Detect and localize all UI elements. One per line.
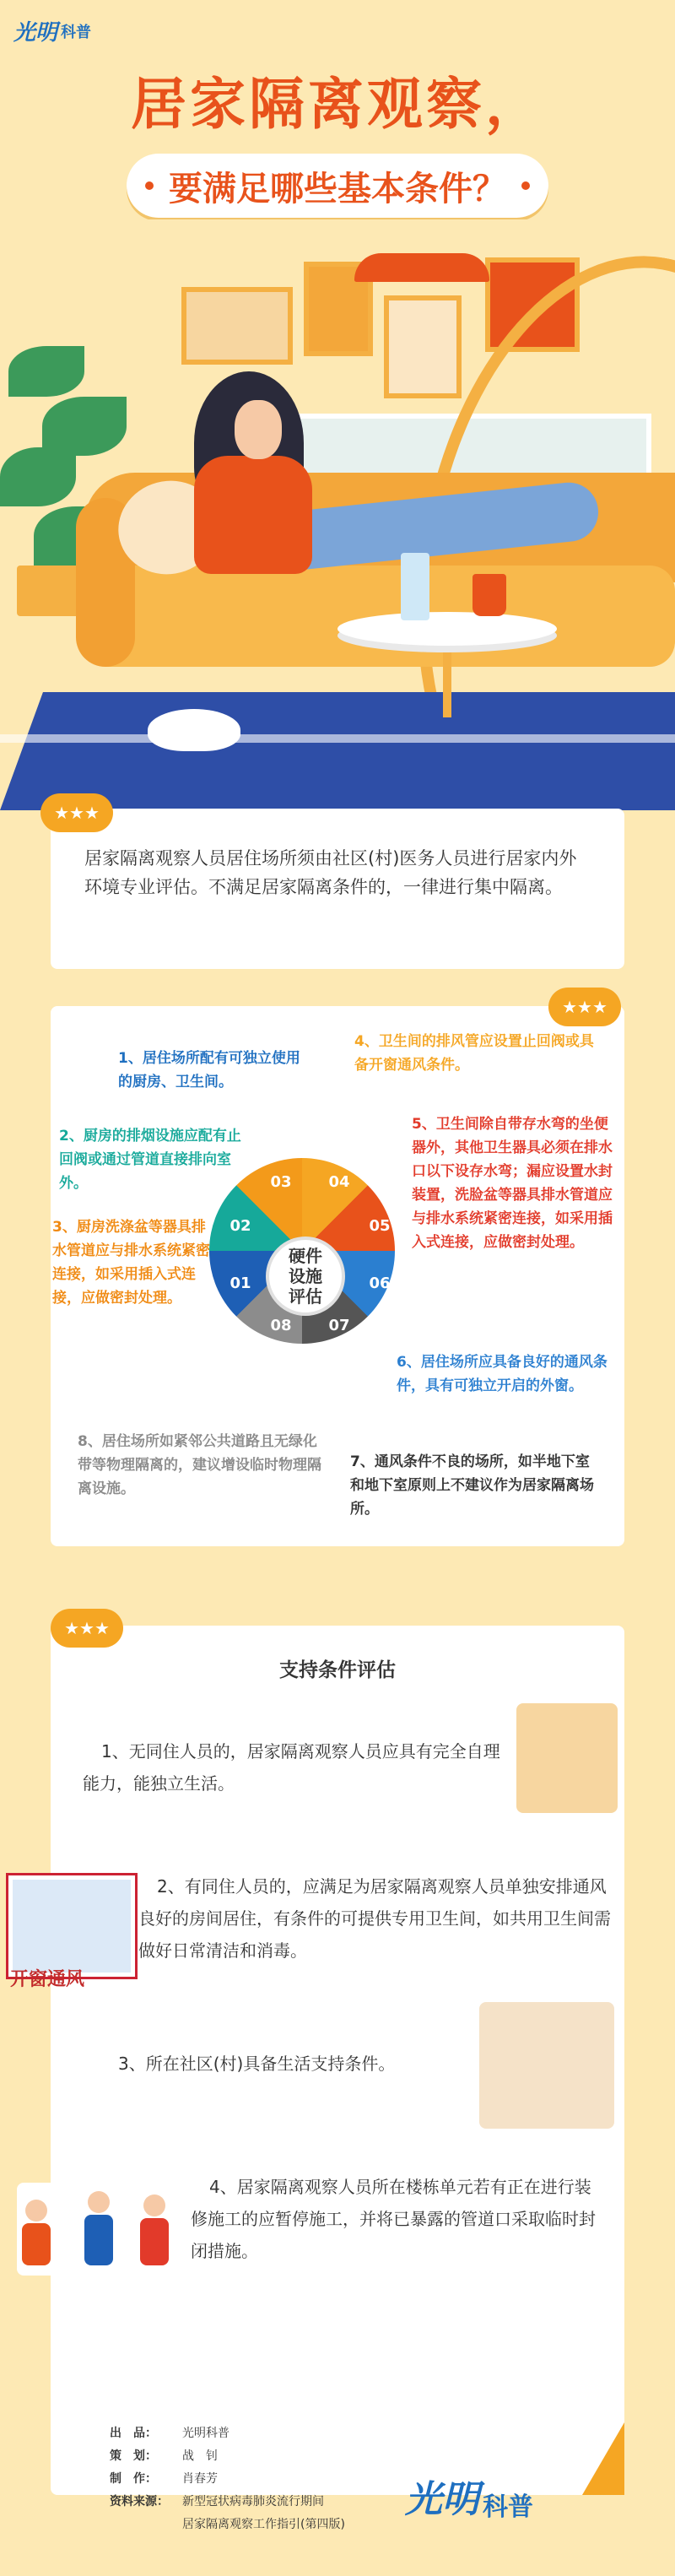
credit-row: 出 品： 光明科普 [110,2427,230,2440]
wheel-center-label: 硬件 设施 评估 [266,1237,345,1316]
open-window-label: 开窗通风 [10,1969,85,1990]
logo-text: 科普 [61,23,92,41]
condition-7: 7、通风条件不良的场所，如半地下室和地下室原则上不建议作为居家隔离场所。 [350,1453,594,1518]
credit-row: 策 划： 战 钊 [110,2449,218,2463]
community-workers-icon [479,2002,614,2129]
credit-row: 居家隔离观察工作指引(第四版) [182,2518,345,2531]
wall-picture-icon [384,295,462,398]
credits [110,2422,345,2536]
logo-script: 光明 [405,2478,479,2521]
support-item-2: 2、有同住人员的，应满足为居家隔离观察人员单独安排通风良好的房间居住，有条件的可提供专用卫生间，如共用卫生间需做好日常清洁和消毒。 [138,1876,611,1961]
brand-logo-footer [405,2469,533,2523]
condition-4: 4、卫生间的排风管应设置止回阀或具备开窗通风条件。 [354,1033,594,1074]
page-fold-icon [582,2422,624,2495]
woman-with-pet-icon [516,1703,618,1813]
window-icon [8,1875,135,1977]
condition-1: 1、居住场所配有可独立使用的厨房、卫生间。 [118,1050,300,1090]
bullet-dot-icon [521,181,530,190]
water-bottle-icon [401,553,429,620]
condition-3: 3、厨房洗涤盆等器具排水管道应与排水系统紧密连接，如采用插入式连接，应做密封处理。 [52,1219,210,1307]
segment-label: 07 [328,1317,350,1334]
support-title: 支持条件评估 [279,1659,396,1681]
segment-label: 01 [230,1274,251,1292]
segment-label: 04 [328,1173,350,1191]
condition-6: 6、居住场所应具备良好的通风条件，具有可独立开启的外窗。 [397,1354,608,1394]
page-subtitle: 要满足哪些基本条件？ [169,169,506,208]
logo-script: 光明 [14,20,58,46]
intro-text: 居家隔离观察人员居住场所须由社区(村)医务人员进行居家内外环境专业评估。不满足居家隔离条件的，一律进行集中隔离。 [84,848,577,897]
stars-badge-icon: ★★★ [548,988,621,1026]
condition-2: 2、厨房的排烟设施应配有止回阀或通过管道直接排向室外。 [59,1128,241,1192]
support-item-3: 3、所在社区(村)具备生活支持条件。 [118,2054,396,2074]
support-item-4: 4、居家隔离观察人员所在楼栋单元若有正在进行装修施工的应暂停施工，并将已暴露的管道口采取临时封闭措施。 [191,2177,596,2261]
segment-label: 02 [230,1217,251,1235]
condition-8: 8、居住场所如紧邻公共道路且无绿化带等物理隔离的，建议增设临时物理隔离设施。 [78,1433,321,1497]
coffee-table-icon [338,612,557,646]
stars-badge-icon: ★★★ [40,793,113,832]
segment-label: 06 [369,1274,391,1292]
page-title: 居家隔离观察， [131,72,544,137]
credit-row: 资料来源： 新型冠状病毒肺炎流行期间 [110,2495,324,2508]
lamp-shade-icon [354,253,489,282]
credit-row: 制 作： 肖春芳 [110,2472,218,2486]
potted-plant-icon [472,574,506,616]
brand-logo [14,15,91,46]
condition-5: 5、卫生间除自带存水弯的坐便器外，其他卫生器具必须在排水口以下设存水弯；漏应设置水封装置，洗脸盆等器具排水管道应与排水系统紧密连接，如采用插入式连接，应做密封处理。 [412,1116,613,1251]
segment-label: 05 [369,1217,391,1235]
rug-icon [0,692,675,810]
living-room-illustration [0,219,675,810]
wall-picture-icon [181,287,293,365]
stars-badge-icon: ★★★ [51,1609,123,1648]
people-walking-icon [17,2183,186,2276]
subtitle-pill [127,154,548,218]
logo-text: 科普 [483,2492,533,2522]
support-item-1: 1、无同住人员的，居家隔离观察人员应具有完全自理能力，能独立生活。 [83,1741,500,1794]
segment-label: 03 [270,1173,292,1191]
cat-icon [148,709,240,751]
segment-label: 08 [270,1317,292,1334]
bullet-dot-icon [145,181,154,190]
